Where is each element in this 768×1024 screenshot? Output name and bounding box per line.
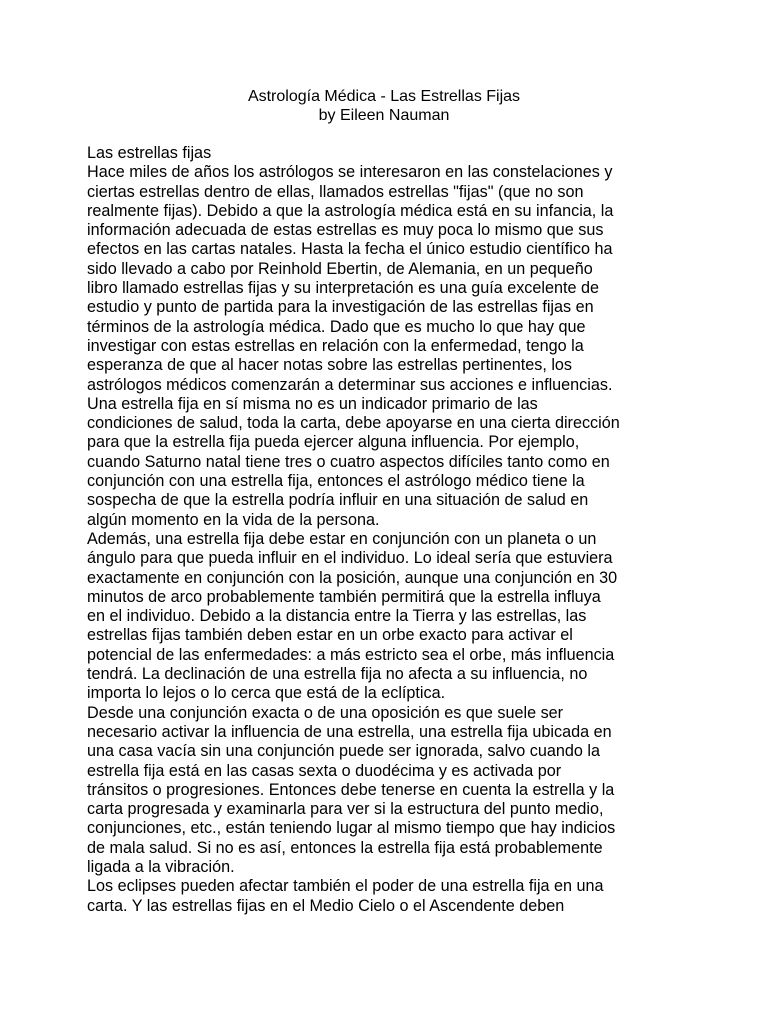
- body-text-line: términos de la astrología médica. Dado que es mucho lo que hay que: [87, 317, 586, 336]
- body-text-line: astrólogos médicos comenzarán a determinar sus acciones e influencias.: [87, 375, 613, 394]
- body-text-line: información adecuada de estas estrellas es muy poca lo mismo que sus: [87, 221, 604, 240]
- body-text-line: conjunciones, etc., están teniendo lugar al mismo tiempo que hay indicios: [87, 819, 616, 838]
- body-text-line: ángulo para que pueda influir en el individuo. Lo ideal sería que estuviera: [87, 549, 613, 568]
- document-author: by Eileen Nauman: [318, 107, 450, 124]
- body-text-line: en el individuo. Debido a la distancia entre la Tierra y las estrellas, las: [87, 607, 587, 626]
- body-text-line: libro llamado estrellas fijas y su interpretación es una guía excelente de: [87, 279, 599, 298]
- body-text-line: Los eclipses pueden afectar también el poder de una estrella fija en una: [87, 877, 604, 896]
- body-text-line: importa lo lejos o lo cerca que está de la eclíptica.: [87, 684, 446, 703]
- body-text-line: algún momento en la vida de la persona.: [87, 510, 380, 529]
- body-text-line: minutos de arco probablemente también permitirá que la estrella influya: [87, 587, 601, 606]
- body-text-line: tránsitos o progresiones. Entonces debe tenerse en cuenta la estrella y la: [87, 780, 615, 799]
- body-text-line: Además, una estrella fija debe estar en conjunción con un planeta o un: [87, 529, 597, 548]
- body-text-line: potencial de las enfermedades: a más estricto sea el orbe, más influencia: [87, 645, 615, 664]
- body-text-line: tendrá. La declinación de una estrella fija no afecta a su influencia, no: [87, 665, 588, 684]
- body-text-line: ligada a la vibración.: [87, 857, 235, 876]
- body-text-line: de mala salud. Si no es así, entonces la estrella fija está probablemente: [87, 838, 603, 857]
- body-text-line: necesario activar la influencia de una estrella, una estrella fija ubicada en: [87, 722, 612, 741]
- body-text-line: condiciones de salud, toda la carta, debe apoyarse en una cierta dirección: [87, 414, 620, 433]
- document-body: [87, 144, 727, 916]
- body-text-line: conjunción con una estrella fija, entonces el astrólogo médico tiene la: [87, 472, 585, 491]
- document-title: Astrología Médica - Las Estrellas Fijas: [247, 88, 521, 105]
- body-text-line: investigar con estas estrellas en relación con la enfermedad, tengo la: [87, 336, 584, 355]
- body-text-line: esperanza de que al hacer notas sobre las estrellas pertinentes, los: [87, 356, 573, 375]
- body-text-line: para que la estrella fija pueda ejercer alguna influencia. Por ejemplo,: [87, 433, 580, 452]
- body-text-line: estrellas fijas también deben estar en un orbe exacto para activar el: [87, 626, 573, 645]
- body-text-line: efectos en las cartas natales. Hasta la fecha el único estudio científico ha: [87, 240, 613, 259]
- body-text-line: realmente fijas). Debido a que la astrología médica está en su infancia, la: [87, 201, 614, 220]
- body-text-line: sospecha de que la estrella podría influir en una situación de salud en: [87, 491, 589, 510]
- body-text-line: sido llevado a cabo por Reinhold Ebertin, de Alemania, en un pequeño: [87, 259, 593, 278]
- section-heading: Las estrellas fijas: [87, 144, 212, 162]
- body-text-line: una casa vacía sin una conjunción puede ser ignorada, salvo cuando la: [87, 742, 600, 761]
- body-text-line: Una estrella fija en sí misma no es un indicador primario de las: [87, 394, 538, 413]
- body-text-line: cuando Saturno natal tiene tres o cuatro aspectos difíciles tanto como en: [87, 452, 610, 471]
- body-text-line: Hace miles de años los astrólogos se interesaron en las constelaciones y: [87, 163, 613, 182]
- body-text-line: Desde una conjunción exacta o de una oposición es que suele ser: [87, 703, 564, 722]
- document-header: [0, 87, 768, 125]
- body-text-line: ciertas estrellas dentro de ellas, llamados estrellas "fijas" (que no son: [87, 182, 584, 201]
- body-text-line: estrella fija está en las casas sexta o duodécima y es activada por: [87, 761, 562, 780]
- body-text-line: exactamente en conjunción con la posición, aunque una conjunción en 30: [87, 568, 618, 587]
- body-text-line: estudio y punto de partida para la investigación de las estrellas fijas en: [87, 298, 594, 317]
- body-text-line: carta progresada y examinarla para ver si la estructura del punto medio,: [87, 800, 604, 819]
- body-text-line: carta. Y las estrellas fijas en el Medio Cielo o el Ascendente deben: [87, 896, 565, 915]
